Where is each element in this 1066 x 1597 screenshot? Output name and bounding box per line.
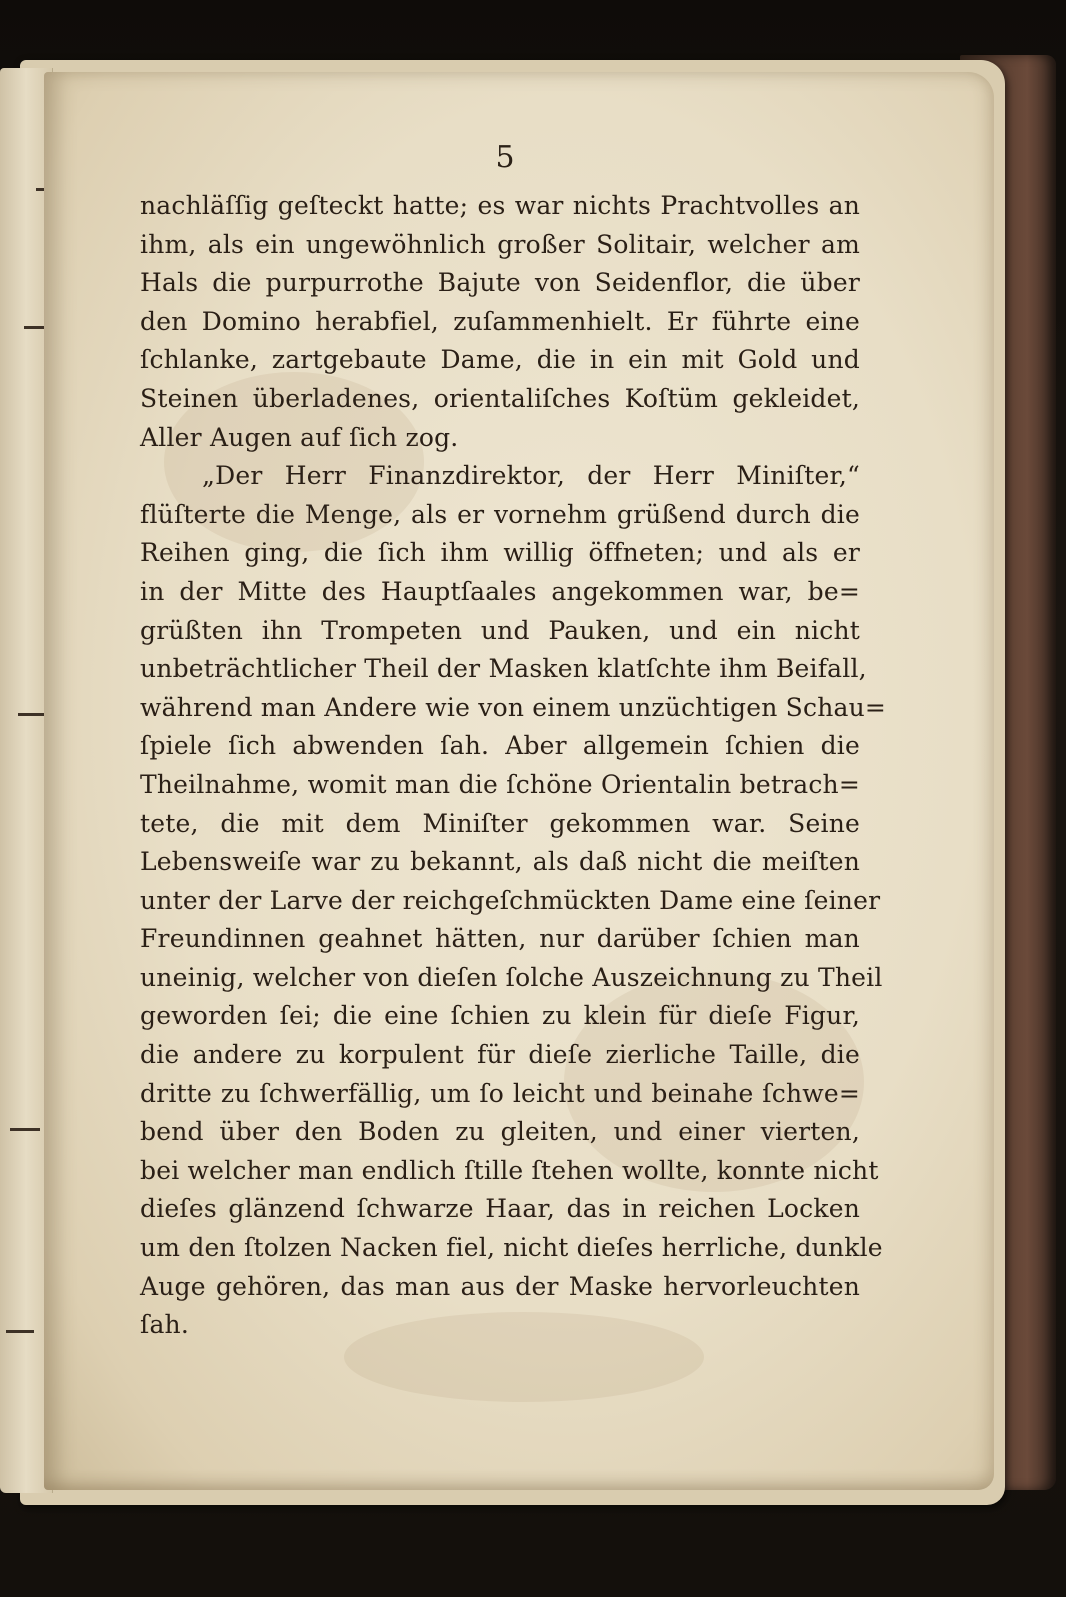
paragraph <box>140 187 860 457</box>
text-line: dritte zu ſchwerfällig, um ſo leicht und beinahe ſchwe= <box>140 1078 860 1108</box>
text-line: ihm, als ein ungewöhnlich großer Solitair, welcher am <box>140 229 860 259</box>
text-line: die andere zu korpulent für dieſe zierliche Taille, die <box>140 1040 860 1070</box>
margin-mark <box>6 1330 34 1333</box>
text-line: unter der Larve der reichgeſchmückten Dame eine ſeiner <box>140 885 881 915</box>
text-line: flüſterte die Menge, als er vornehm grüßend durch die <box>140 499 860 529</box>
text-line: unbeträchtlicher Theil der Masken klatſchte ihm Beifall, <box>140 654 867 684</box>
text-line: Auge gehören, das man aus der Maske hervorleuchten <box>140 1271 860 1301</box>
text-line: den Domino herabfiel, zuſammenhielt. Er führte eine <box>140 306 860 336</box>
paragraph <box>140 457 887 1345</box>
margin-mark <box>10 1128 40 1131</box>
text-line: uneinig, welcher von dieſen ſolche Auszeichnung zu Theil <box>140 962 883 992</box>
text-line: bei welcher man endlich ſtille ſtehen wollte, konnte nicht <box>140 1155 879 1185</box>
text-line: Aller Augen auf ſich zog. <box>140 422 459 452</box>
text-line: in der Mitte des Hauptſaales angekommen war, be= <box>140 576 860 606</box>
text-line: ſchlanke, zartgebaute Dame, die in ein mit Gold und <box>140 345 860 375</box>
text-line: Reihen ging, die ſich ihm willig öffneten; und als er <box>140 538 860 568</box>
text-line: während man Andere wie von einem unzüchtigen Schau= <box>140 692 887 722</box>
text-line: geworden ſei; die eine ſchien zu klein für dieſe Figur, <box>140 1001 860 1031</box>
text-line: grüßten ihn Trompeten und Pauken, und ein nicht <box>140 615 860 645</box>
text-line: „Der Herr Finanzdirektor, der Herr Miniſter,“ <box>202 461 860 491</box>
text-line: um den ſtolzen Nacken fiel, nicht dieſes herrliche, dunkle <box>140 1233 883 1263</box>
body-text <box>140 187 887 1345</box>
text-line: Freundinnen geahnet hätten, nur darüber ſchien man <box>140 924 860 954</box>
text-line: bend über den Boden zu gleiten, und einer vierten, <box>140 1117 860 1147</box>
text-line: Steinen überladenes, orientaliſches Koſtüm gekleidet, <box>140 383 860 413</box>
text-line: Lebensweiſe war zu bekannt, als daß nicht die meiſten <box>140 847 860 877</box>
page-number: 5 <box>495 140 515 175</box>
text-line: ſah. <box>140 1310 190 1340</box>
text-line: Theilnahme, womit man die ſchöne Orientalin betrach= <box>140 769 860 799</box>
text-line: dieſes glänzend ſchwarze Haar, das in reichen Locken <box>140 1194 860 1224</box>
text-line: tete, die mit dem Miniſter gekommen war. Seine <box>140 808 860 838</box>
text-line: ſpiele ſich abwenden ſah. Aber allgemein ſchien die <box>140 731 860 761</box>
text-line: Hals die purpurrothe Bajute von Seidenflor, die über <box>140 268 860 298</box>
text-line: nachläſſig geſteckt hatte; es war nichts Prachtvolles an <box>140 191 860 220</box>
